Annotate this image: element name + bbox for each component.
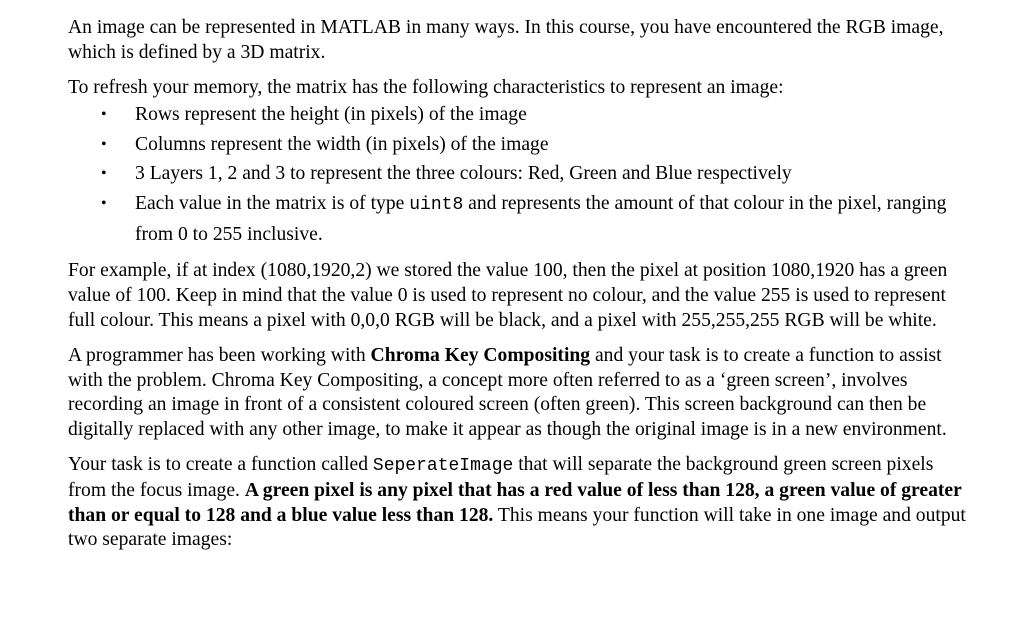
intro-text: An image can be represented in MATLAB in many ways. In this course, you have encountered the RGB image, which is defined by a 3D matrix. <box>68 17 944 63</box>
intro-paragraph <box>68 16 968 66</box>
list-item <box>68 189 968 250</box>
bullet-icon: • <box>101 165 107 183</box>
list-item-text: Columns represent the width (in pixels) of the image <box>135 133 549 155</box>
list-item <box>68 159 968 188</box>
task-paragraph <box>68 453 968 553</box>
chroma-paragraph <box>68 344 968 443</box>
refresh-lead-text: To refresh your memory, the matrix has the following characteristics to represent an image: <box>68 76 784 98</box>
task-text-post: This means your function will take in one image and output two separate images: <box>68 504 966 551</box>
example-text: For example, if at index (1080,1920,2) we stored the value 100, then the pixel at position 1080,1920 has a green value of 100. Keep in mind that the value 0 is used to represent no colour, and the value 255 is used to represent full colour. This means a pixel with 0,0,0 RGB will be black, and a pixel with 255,255,255 RGB will be white. <box>68 260 948 332</box>
chroma-text-pre: A programmer has been working with <box>68 344 371 366</box>
chroma-key-term: Chroma Key Compositing <box>370 344 591 366</box>
task-text-mid: that will separate the background green screen pixels from the focus image. <box>68 454 934 501</box>
bullet-icon: • <box>101 106 107 124</box>
list-item-text: Rows represent the height (in pixels) of the image <box>135 104 527 126</box>
characteristics-list <box>68 100 968 249</box>
bullet-icon: • <box>101 194 107 212</box>
task-text-pre: Your task is to create a function called <box>68 454 373 475</box>
document-body <box>68 16 968 553</box>
bullet-icon: • <box>101 135 107 153</box>
code-uint8: uint8 <box>409 194 464 215</box>
green-pixel-definition: A green pixel is any pixel that has a red value of less than 128, a green value of greater than or equal to 128 and a blue value less than 128. <box>68 479 962 526</box>
list-item-text-pre: Each value in the matrix is of type <box>135 192 410 214</box>
code-function-name: SeperateImage <box>372 456 514 476</box>
list-item-text: 3 Layers 1, 2 and 3 to represent the three colours: Red, Green and Blue respectively <box>135 163 792 185</box>
list-item <box>68 100 968 129</box>
list-item <box>68 130 968 159</box>
example-paragraph <box>68 259 968 333</box>
refresh-lead <box>68 76 968 101</box>
list-item-text-post: and represents the amount of that colour in the pixel, ranging from 0 to 255 inclusive. <box>135 192 947 246</box>
chroma-text-post: and your task is to create a function to assist with the problem. Chroma Key Compositing, a concept more often referred to as a ‘green screen’, involves recording an image in front of a consistent coloured screen (often green). This screen background can then be digitally replaced with any other image, to make it appear as though the original image is in a new environment. <box>68 344 947 441</box>
